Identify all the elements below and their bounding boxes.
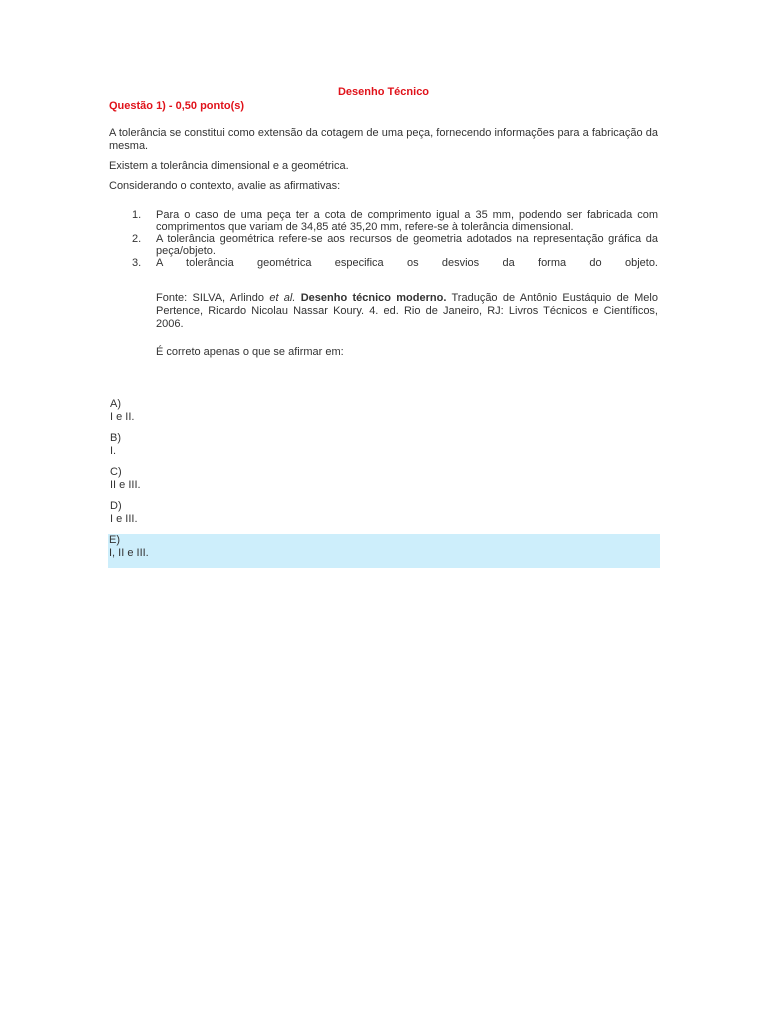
alternative-text: II e III. bbox=[110, 479, 141, 491]
alternative-text: I. bbox=[110, 445, 117, 457]
source-prefix: Fonte: SILVA, Arlindo bbox=[156, 292, 270, 304]
list-item bbox=[132, 233, 658, 257]
question-label: Questão 1) - 0,50 ponto(s) bbox=[109, 100, 245, 112]
alternative-a[interactable] bbox=[109, 398, 658, 424]
alternative-letter: C) bbox=[110, 466, 122, 478]
list-item-text: Para o caso de uma peça ter a cota de comprimento igual a 35 mm, podendo ser fabricada com comprimentos que variam de 34,85 até 35,20 mm, refere-se à tolerância dimensional. bbox=[156, 209, 658, 233]
list-item-number: 2. bbox=[132, 233, 142, 245]
list-item bbox=[132, 209, 658, 233]
source-book-title: Desenho técnico moderno. bbox=[300, 292, 447, 304]
alternative-e[interactable] bbox=[108, 534, 660, 568]
list-item-text: A tolerância geométrica refere-se aos recursos de geometria adotados na representação gráfica da peça/objeto. bbox=[156, 233, 658, 257]
alternative-letter: D) bbox=[110, 500, 122, 512]
alternative-d[interactable] bbox=[109, 500, 658, 526]
list-item-number: 3. bbox=[132, 257, 142, 269]
alternative-letter: A) bbox=[110, 398, 121, 410]
question-content bbox=[109, 85, 658, 576]
question-prompt: É correto apenas o que se afirmar em: bbox=[156, 346, 344, 358]
page-title: Desenho Técnico bbox=[337, 86, 430, 98]
list-item bbox=[132, 257, 658, 269]
source-citation bbox=[156, 292, 658, 331]
alternative-letter: B) bbox=[110, 432, 121, 444]
source-rest: Tradução de Antônio Eustáquio de Melo Pertence, Ricardo Nicolau Nassar Koury. 4. ed. Rio de Janeiro, RJ: Livros Técnicos e Científicos, 2006. bbox=[156, 292, 658, 330]
alternative-b[interactable] bbox=[109, 432, 658, 458]
source-et-al: et al. bbox=[269, 292, 296, 304]
statement-paragraph-1: A tolerância se constitui como extensão da cotagem de uma peça, fornecendo informações para a fabricação da mesma. bbox=[109, 127, 658, 152]
list-item-number: 1. bbox=[132, 209, 142, 221]
statement-paragraph-2: Existem a tolerância dimensional e a geométrica. bbox=[109, 160, 349, 172]
alternative-letter: E) bbox=[109, 534, 120, 546]
list-item-text: A tolerância geométrica especifica os desvios da forma do objeto. bbox=[156, 257, 658, 269]
statement-paragraph-3: Considerando o contexto, avalie as afirmativas: bbox=[109, 180, 341, 192]
alternatives-list bbox=[109, 398, 658, 568]
alternative-text: I e II. bbox=[110, 411, 135, 423]
alternative-c[interactable] bbox=[109, 466, 658, 492]
alternative-text: I, II e III. bbox=[109, 547, 149, 559]
affirmatives-list bbox=[109, 209, 658, 269]
alternative-text: I e III. bbox=[110, 513, 138, 525]
